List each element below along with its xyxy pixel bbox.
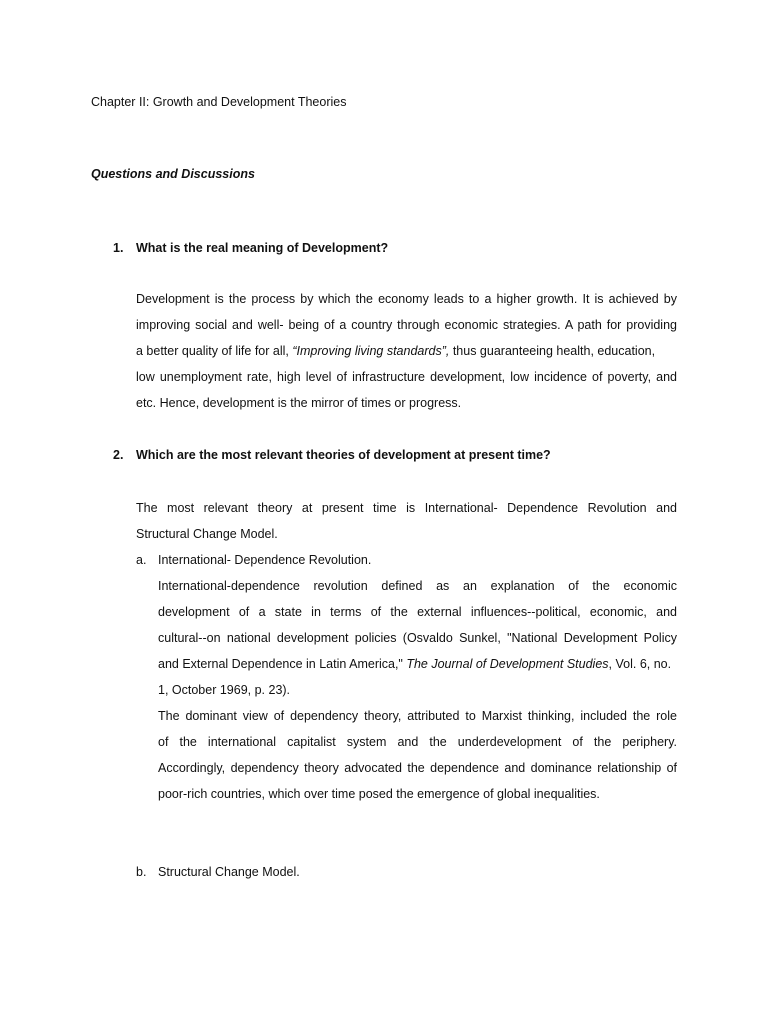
answer-text: thus guaranteeing health, education, [449,344,656,358]
paragraph-text: , Vol. 6, no. [608,657,672,671]
subheading: International- Dependence Revolution. [158,553,372,567]
paragraph-line: of the international capitalist system and the underdevelopment of the periphery. [158,735,677,749]
paragraph-line: 1, October 1969, p. 23). [158,683,291,697]
paragraph-line: Accordingly, dependency theory advocated the dependence and dominance relationship of [158,761,677,775]
paragraph-line: The dominant view of dependency theory, attributed to Marxist thinking, included the role [158,709,677,723]
question-number: 2. [113,448,124,462]
answer-text: a better quality of life for all, [136,344,293,358]
answer-line: etc. Hence, development is the mirror of times or progress. [136,396,462,410]
answer-line [136,343,655,359]
list-label: b. [136,865,147,879]
subheading: Structural Change Model. [158,865,300,879]
chapter-title: Chapter II: Growth and Development Theories [91,95,347,109]
answer-line: improving social and well- being of a country through economic strategies. A path for providing [136,318,677,332]
paragraph-line [158,656,671,672]
question-text: Which are the most relevant theories of development at present time? [136,448,551,462]
paragraph-line: International-dependence revolution defined as an explanation of the economic [158,579,677,593]
answer-line: The most relevant theory at present time is International- Dependence Revolution and [136,501,677,515]
question-text: What is the real meaning of Development? [136,241,389,255]
section-title: Questions and Discussions [91,167,255,181]
quote-text: “Improving living standards”, [292,344,450,358]
paragraph-line: development of a state in terms of the external influences--political, economic, and [158,605,677,619]
question-number: 1. [113,241,124,255]
journal-title: The Journal of Development Studies [406,657,609,671]
answer-line: Structural Change Model. [136,527,278,541]
paragraph-line: cultural--on national development policies (Osvaldo Sunkel, "National Development Policy [158,631,677,645]
list-label: a. [136,553,147,567]
answer-line: low unemployment rate, high level of infrastructure development, low incidence of poverty, and [136,370,677,384]
paragraph-text: and External Dependence in Latin America," [158,657,407,671]
answer-line: Development is the process by which the economy leads to a higher growth. It is achieved by [136,292,677,306]
paragraph-line: poor-rich countries, which over time posed the emergence of global inequalities. [158,787,600,801]
